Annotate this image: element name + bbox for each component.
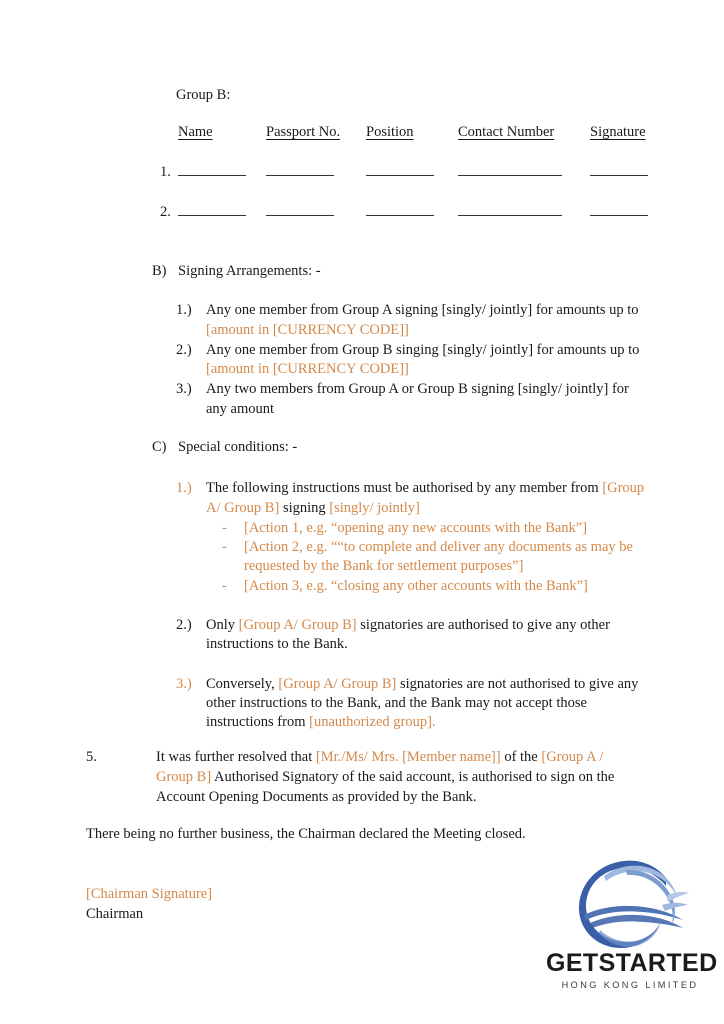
column-header-position: Position: [366, 124, 414, 140]
group-b-label: Group B:: [176, 87, 231, 103]
clause-mid-text: of the: [500, 749, 542, 765]
clause-lead-text: It was further resolved that: [156, 749, 316, 765]
condition-mid-text: signatories are not authorised to give any other instructions to the Bank, and the Bank may not accept those instructions from: [206, 675, 639, 731]
row-index: 1.: [160, 164, 171, 180]
group-placeholder[interactable]: [Group A / Group B]: [156, 749, 604, 785]
item-marker: 3.): [176, 675, 192, 692]
item-marker: 2.): [176, 341, 192, 358]
header-index-spacer: [160, 124, 178, 141]
cell-name-blank[interactable]: [178, 141, 266, 181]
section-b-marker: B): [152, 263, 167, 279]
mode-placeholder[interactable]: [singly/ jointly]: [329, 499, 420, 516]
dash-bullet-icon: -: [222, 539, 227, 556]
signing-arrangements-list: [152, 301, 652, 419]
section-b: [152, 262, 652, 419]
dash-bullet-icon: -: [222, 577, 227, 594]
column-header-passport: Passport No.: [266, 124, 341, 140]
chairman-role-label: Chairman: [86, 906, 144, 922]
list-item: [176, 675, 652, 733]
condition-lead-text: Conversely,: [206, 675, 279, 692]
member-name-placeholder[interactable]: [Mr./Ms/ Mrs. [Member name]]: [315, 749, 501, 765]
chairman-signature-placeholder[interactable]: [Chairman Signature]: [86, 886, 213, 902]
list-item: [176, 616, 652, 655]
circular-brushstroke-swoosh-icon: [570, 858, 690, 950]
list-item: [176, 301, 652, 340]
action-item: [222, 538, 652, 577]
special-conditions-list: [152, 479, 652, 732]
table-row: [160, 181, 660, 221]
item-text-line1: Any one member from Group B singing [singly/ jointly] for amounts up to: [206, 341, 640, 358]
section-b-title: Signing Arrangements: -: [178, 263, 321, 279]
group-placeholder[interactable]: [Group A/ Group B]: [238, 616, 357, 633]
cell-signature-blank[interactable]: [590, 181, 660, 221]
dash-bullet-icon: -: [222, 519, 227, 536]
section-c-heading: [152, 438, 652, 457]
company-logo: [546, 858, 718, 990]
clause-tail-text: Authorised Signatory of the said account, is authorised to sign on the Account Opening Documents as provided by the Bank.: [156, 768, 615, 805]
item-marker: 3.): [176, 381, 192, 398]
item-marker: 2.): [176, 616, 192, 633]
item-text-line1: Any one member from Group A signing [singly/ jointly] for amounts up to: [206, 302, 639, 319]
table-header-row: [160, 124, 660, 141]
action-item: [222, 519, 652, 538]
item-body: [206, 341, 652, 380]
cell-contact-blank[interactable]: [458, 141, 590, 181]
action-text[interactable]: [Action 3, e.g. “closing any other accounts with the Bank”]: [244, 577, 588, 594]
condition-lead-text: Only: [206, 616, 239, 633]
clause-5: [86, 748, 638, 808]
table-row: [160, 141, 660, 181]
condition-tail-text: signatories are authorised to give any other instructions to the Bank.: [206, 616, 610, 653]
action-item: [222, 577, 652, 596]
cell-signature-blank[interactable]: [590, 141, 660, 181]
group-placeholder[interactable]: [Group A/ Group B]: [206, 480, 645, 516]
cell-name-blank[interactable]: [178, 181, 266, 221]
item-text-line2: any amount: [206, 400, 275, 417]
section-c: [152, 438, 652, 732]
item-body: [206, 380, 652, 419]
cell-passport-blank[interactable]: [266, 141, 366, 181]
action-text[interactable]: [Action 2, e.g. ““to complete and deliver any documents as may be requested by the Bank for settlement purposes”]: [244, 539, 633, 575]
condition-lead-text: The following instructions must be authorised by any member from: [206, 480, 599, 497]
signature-block: [86, 884, 212, 924]
clause-5-number: 5.: [86, 749, 97, 765]
cell-position-blank[interactable]: [366, 181, 458, 221]
item-body: [206, 479, 652, 596]
authorised-actions-list: [206, 519, 652, 596]
group-b-signatory-table: [160, 124, 660, 221]
list-item: [176, 341, 652, 380]
section-c-marker: C): [152, 439, 167, 455]
item-body: [206, 301, 652, 340]
amount-placeholder[interactable]: [amount in [CURRENCY CODE]]: [206, 361, 409, 378]
action-text[interactable]: [Action 1, e.g. “opening any new accounts with the Bank”]: [244, 519, 588, 536]
column-header-signature: Signature: [590, 124, 646, 140]
section-c-title: Special conditions: -: [178, 439, 298, 455]
item-marker: 1.): [176, 480, 192, 497]
item-body: [206, 675, 652, 733]
item-marker: 1.): [176, 302, 192, 319]
closing-statement: There being no further business, the Chairman declared the Meeting closed.: [86, 826, 526, 842]
unauthorized-group-placeholder[interactable]: [unauthorized group].: [309, 714, 436, 731]
list-item: [176, 479, 652, 596]
signing-word: signing: [282, 499, 326, 516]
item-text-line1: Any two members from Group A or Group B signing [singly/ jointly] for: [206, 381, 629, 398]
list-item: [176, 380, 652, 419]
group-placeholder[interactable]: [Group A/ Group B]: [278, 675, 397, 692]
row-index: 2.: [160, 204, 171, 220]
column-header-name: Name: [178, 124, 213, 140]
cell-passport-blank[interactable]: [266, 181, 366, 221]
section-b-heading: [152, 262, 652, 281]
logo-wordmark: GETSTARTED: [546, 949, 718, 977]
cell-position-blank[interactable]: [366, 141, 458, 181]
item-body: [206, 616, 652, 655]
column-header-contact: Contact Number: [458, 124, 555, 140]
amount-placeholder[interactable]: [amount in [CURRENCY CODE]]: [206, 321, 409, 338]
clause-5-body: [156, 748, 638, 808]
cell-contact-blank[interactable]: [458, 181, 590, 221]
logo-subtitle: HONG KONG LIMITED: [561, 980, 699, 990]
